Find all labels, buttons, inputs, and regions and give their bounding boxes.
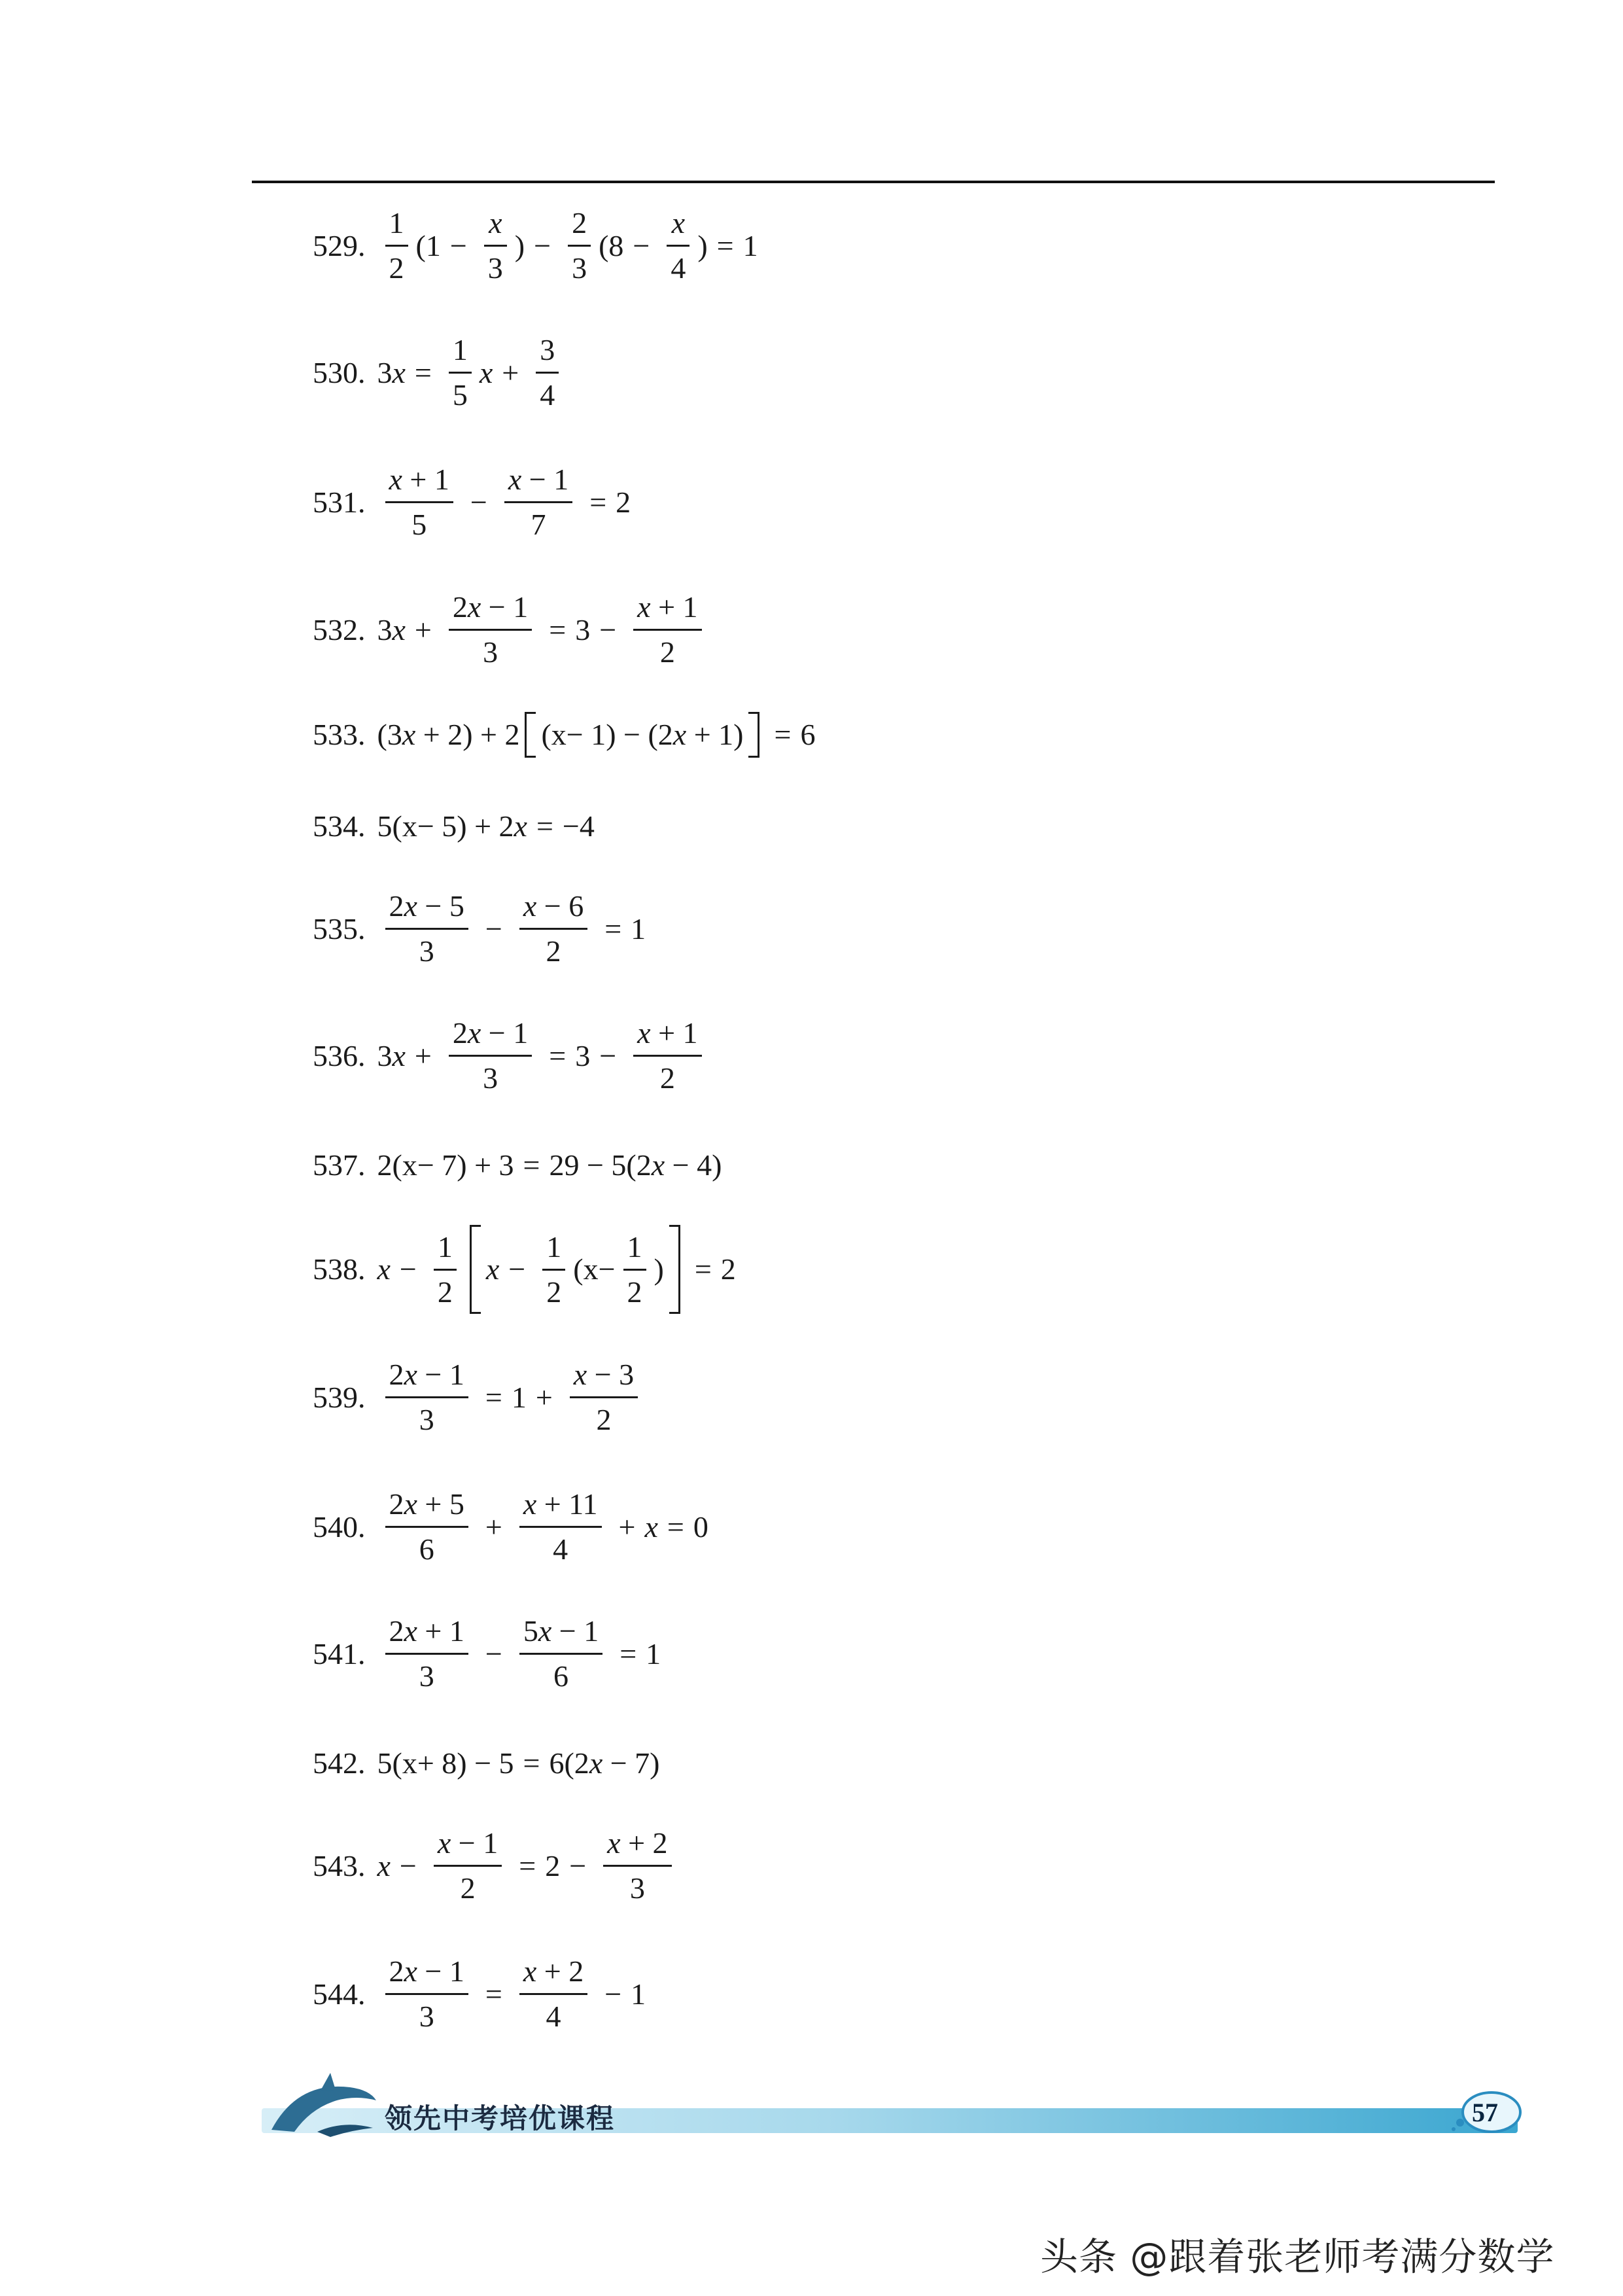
problem-number: 530. <box>313 355 366 389</box>
problem-529: 529. $\frac{1}{2}$ (1 − $\frac{x}{3}$ ) − $\frac{2}{3}$ (8 − $\frac{x}{4}$ ) = 1 <box>313 206 758 285</box>
problem-538: 538. x − $\frac{1}{2}$ x − $\frac{1}{2}$ (x− $\frac{1}{2}$ ) = 2 <box>313 1225 736 1314</box>
dolphin-icon <box>258 2068 383 2140</box>
problem-544: 544. $\frac{2x - 1}{3}$ = $\frac{x + 2}{4}$ − 1 <box>313 1954 646 2033</box>
problem-534: 534. 5(x− 5) + 2x = −4 <box>313 809 595 843</box>
problem-number: 532. <box>313 612 366 646</box>
problem-542: 542. 5(x+ 8) − 5 = 6(2x − 7) <box>313 1746 660 1780</box>
problem-539: 539. $\frac{2x - 1}{3}$ = 1 + $\frac{x - 3}{2}$ <box>313 1360 646 1435</box>
problem-number: 531. <box>313 485 366 519</box>
problem-number: 529. <box>313 228 366 262</box>
problem-531: 531. $\frac{x + 1}{5}$ − $\frac{x - 1}{7}$ = 2 <box>313 463 631 541</box>
problem-537: 537. 2(x− 7) + 3 = 29 − 5(2x − 4) <box>313 1148 722 1182</box>
problem-543: 543. x − $\frac{x - 1}{2}$ = 2 − $\frac{x + 2}{3}$ <box>313 1828 680 1903</box>
problem-540: 540. $\frac{2x + 5}{6}$ + $\frac{x + 11}{4}$ + x = 0 <box>313 1487 708 1566</box>
problem-number: 539. <box>313 1380 366 1414</box>
problem-number: 538. <box>313 1252 366 1286</box>
problem-number: 540. <box>313 1510 366 1544</box>
problem-number: 533. <box>313 718 366 751</box>
problem-530: 530. 3x = $\frac{1}{5}$ x + $\frac{3}{4}$ <box>313 335 567 410</box>
problem-number: 535. <box>313 911 366 945</box>
problem-number: 542. <box>313 1746 366 1780</box>
problem-535: 535. $\frac{2x - 5}{3}$ − $\frac{x - 6}{2}$ = 1 <box>313 889 646 968</box>
problem-number: 541. <box>313 1636 366 1670</box>
problem-number: 534. <box>313 809 366 843</box>
watermark: 头条 @跟着张老师考满分数学 <box>1040 2234 1555 2279</box>
problem-number: 543. <box>313 1848 366 1882</box>
header-rule <box>252 181 1495 183</box>
problem-536: 536. 3x + $\frac{2x - 1}{3}$ = 3 − $\frac{x + 1}{2}$ <box>313 1018 710 1093</box>
page-number: 57 <box>1472 2098 1498 2127</box>
problem-number: 537. <box>313 1148 366 1182</box>
problem-number: 544. <box>313 1977 366 2011</box>
footer-title: 领先中考培优课程 <box>385 2102 616 2134</box>
problem-532: 532. 3x + $\frac{2x - 1}{3}$ = 3 − $\frac{x + 1}{2}$ <box>313 592 710 667</box>
problem-541: 541. $\frac{2x + 1}{3}$ − $\frac{5x - 1}{6}$ = 1 <box>313 1614 661 1693</box>
problem-533: 533. (3x + 2) + 2 (x− 1) − (2x + 1) = 6 <box>313 712 815 758</box>
problem-number: 536. <box>313 1038 366 1072</box>
